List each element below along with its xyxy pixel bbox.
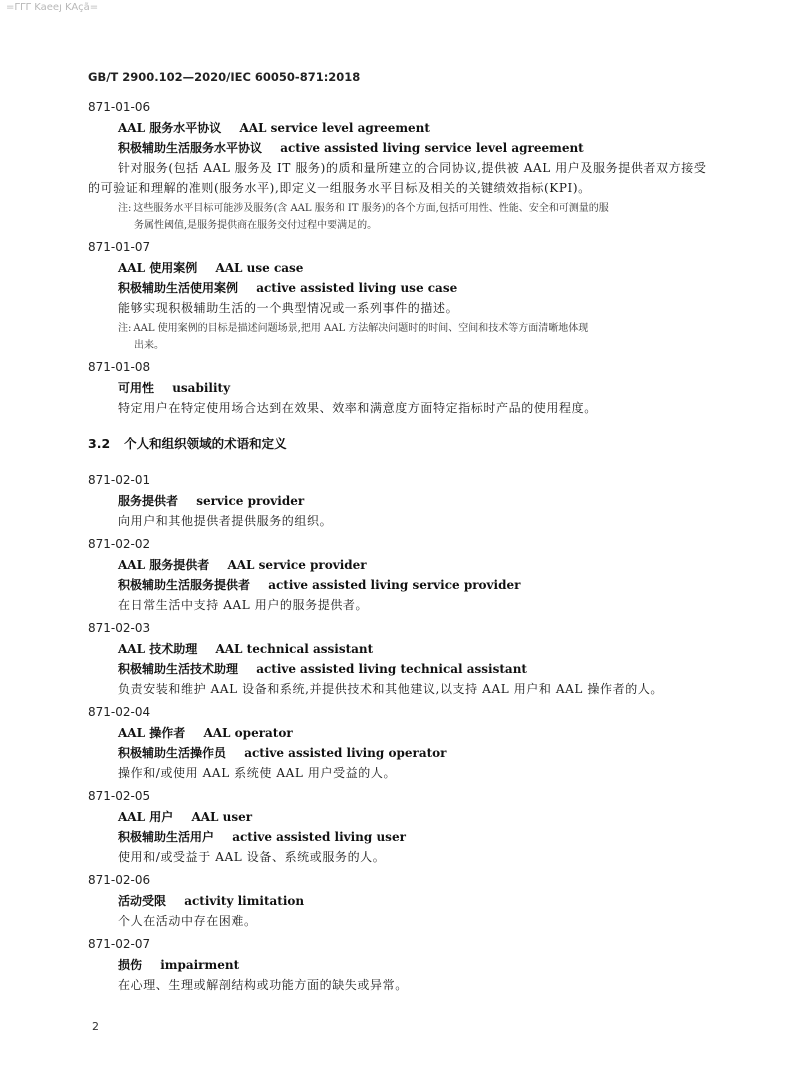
definition: 针对服务(包括 AAL 服务及 IT 服务)的质和量所建立的合同协议,提供被 AAL 用户及服务提供者双方接受的可验证和理解的准则(服务水平),即定义一组服务水平目标及相关的关键绩效指标(KPI)。 bbox=[88, 161, 707, 195]
term-line bbox=[88, 491, 712, 511]
entry-number: 871-01-07 bbox=[88, 240, 151, 254]
term-zh: AAL 技术助理 bbox=[118, 642, 198, 656]
term-zh: AAL 服务水平协议 bbox=[118, 121, 222, 135]
term-line bbox=[88, 138, 712, 158]
term-en: active assisted living operator bbox=[244, 746, 447, 760]
entry-number: 871-02-05 bbox=[88, 789, 151, 803]
definition: 能够实现积极辅助生活的一个典型情况或一系列事件的描述。 bbox=[118, 301, 459, 315]
term-zh: AAL 使用案例 bbox=[118, 261, 198, 275]
section-title: 个人和组织领域的术语和定义 bbox=[124, 436, 287, 451]
definition: 负责安装和维护 AAL 设备和系统,并提供技术和其他建议,以支持 AAL 用户和 AAL 操作者的人。 bbox=[118, 682, 664, 696]
term-zh: 可用性 bbox=[118, 381, 155, 395]
term-line bbox=[88, 575, 712, 595]
term-line bbox=[88, 639, 712, 659]
scan-watermark-text: =ΓΓΓ Kaeeȷ KAçã= bbox=[6, 2, 99, 13]
term-en: service provider bbox=[196, 494, 305, 508]
term-en: active assisted living technical assistant bbox=[256, 662, 527, 676]
term-entry bbox=[88, 618, 712, 699]
term-entry bbox=[88, 470, 712, 531]
term-zh: 积极辅助生活服务提供者 bbox=[118, 578, 251, 592]
note-text: 这些服务水平目标可能涉及服务(含 AAL 服务和 IT 服务)的各个方面,包括可用性、性能、安全和可测量的服 bbox=[133, 203, 609, 214]
term-zh: AAL 操作者 bbox=[118, 726, 186, 740]
entry-number: 871-02-04 bbox=[88, 705, 151, 719]
entry-number: 871-01-06 bbox=[88, 100, 151, 114]
term-line bbox=[88, 278, 712, 298]
section-heading bbox=[88, 432, 712, 456]
term-zh: 损伤 bbox=[118, 958, 143, 972]
note-text-continued: 务属性阈值,是服务提供商在服务交付过程中要满足的。 bbox=[134, 220, 378, 231]
term-line bbox=[88, 827, 712, 847]
definition: 特定用户在特定使用场合达到在效果、效率和满意度方面特定指标时产品的使用程度。 bbox=[118, 401, 597, 415]
term-zh: AAL 用户 bbox=[118, 810, 174, 824]
definition: 操作和/或使用 AAL 系统使 AAL 用户受益的人。 bbox=[118, 766, 397, 780]
page-number: 2 bbox=[92, 1020, 99, 1033]
term-zh: 积极辅助生活服务水平协议 bbox=[118, 141, 263, 155]
term-line bbox=[88, 955, 712, 975]
section-number: 3.2 bbox=[88, 436, 111, 451]
term-entry bbox=[88, 357, 712, 418]
term-entry bbox=[88, 934, 712, 995]
term-en: AAL service provider bbox=[227, 558, 367, 572]
entry-number: 871-02-07 bbox=[88, 937, 151, 951]
document-body bbox=[88, 94, 712, 995]
term-zh: 积极辅助生活使用案例 bbox=[118, 281, 239, 295]
term-line bbox=[88, 555, 712, 575]
entry-number: 871-02-01 bbox=[88, 473, 151, 487]
term-entry bbox=[88, 786, 712, 867]
entry-number: 871-01-08 bbox=[88, 360, 151, 374]
term-zh: 活动受限 bbox=[118, 894, 167, 908]
standard-header: GB/T 2900.102—2020/IEC 60050-871:2018 bbox=[88, 70, 361, 84]
term-en: AAL user bbox=[191, 810, 253, 824]
term-en: AAL technical assistant bbox=[215, 642, 374, 656]
note bbox=[88, 200, 712, 234]
term-zh: 积极辅助生活技术助理 bbox=[118, 662, 239, 676]
note-text: AAL 使用案例的目标是描述问题场景,把用 AAL 方法解决问题时的时间、空间和技术等方面清晰地体现 bbox=[133, 323, 589, 334]
term-en: activity limitation bbox=[184, 894, 305, 908]
entry-number: 871-02-02 bbox=[88, 537, 151, 551]
definition: 使用和/或受益于 AAL 设备、系统或服务的人。 bbox=[118, 850, 386, 864]
term-zh: AAL 服务提供者 bbox=[118, 558, 210, 572]
term-en: active assisted living service level agreement bbox=[280, 141, 584, 155]
term-en: AAL use case bbox=[215, 261, 304, 275]
term-zh: 积极辅助生活操作员 bbox=[118, 746, 227, 760]
entry-number: 871-02-06 bbox=[88, 873, 151, 887]
term-line bbox=[88, 118, 712, 138]
term-entry bbox=[88, 97, 712, 234]
term-line bbox=[88, 891, 712, 911]
term-entry bbox=[88, 702, 712, 783]
term-entry bbox=[88, 237, 712, 354]
definition: 在日常生活中支持 AAL 用户的服务提供者。 bbox=[118, 598, 369, 612]
term-line bbox=[88, 723, 712, 743]
term-en: AAL service level agreement bbox=[239, 121, 430, 135]
term-en: AAL operator bbox=[203, 726, 293, 740]
term-line bbox=[88, 378, 712, 398]
term-line bbox=[88, 659, 712, 679]
note-text-continued: 出来。 bbox=[134, 340, 164, 351]
definition: 向用户和其他提供者提供服务的组织。 bbox=[118, 514, 333, 528]
term-en: active assisted living service provider bbox=[268, 578, 521, 592]
term-entry bbox=[88, 534, 712, 615]
entry-number: 871-02-03 bbox=[88, 621, 151, 635]
term-line bbox=[88, 807, 712, 827]
term-zh: 积极辅助生活用户 bbox=[118, 830, 215, 844]
term-entry bbox=[88, 870, 712, 931]
term-line bbox=[88, 258, 712, 278]
note-label: 注: bbox=[118, 203, 132, 214]
term-en: impairment bbox=[160, 958, 240, 972]
note bbox=[88, 320, 712, 354]
definition: 在心理、生理或解剖结构或功能方面的缺失或异常。 bbox=[118, 978, 408, 992]
term-en: active assisted living use case bbox=[256, 281, 458, 295]
definition: 个人在活动中存在困难。 bbox=[118, 914, 257, 928]
note-label: 注: bbox=[118, 323, 132, 334]
term-en: usability bbox=[172, 381, 231, 395]
term-en: active assisted living user bbox=[232, 830, 406, 844]
term-line bbox=[88, 743, 712, 763]
term-zh: 服务提供者 bbox=[118, 494, 179, 508]
